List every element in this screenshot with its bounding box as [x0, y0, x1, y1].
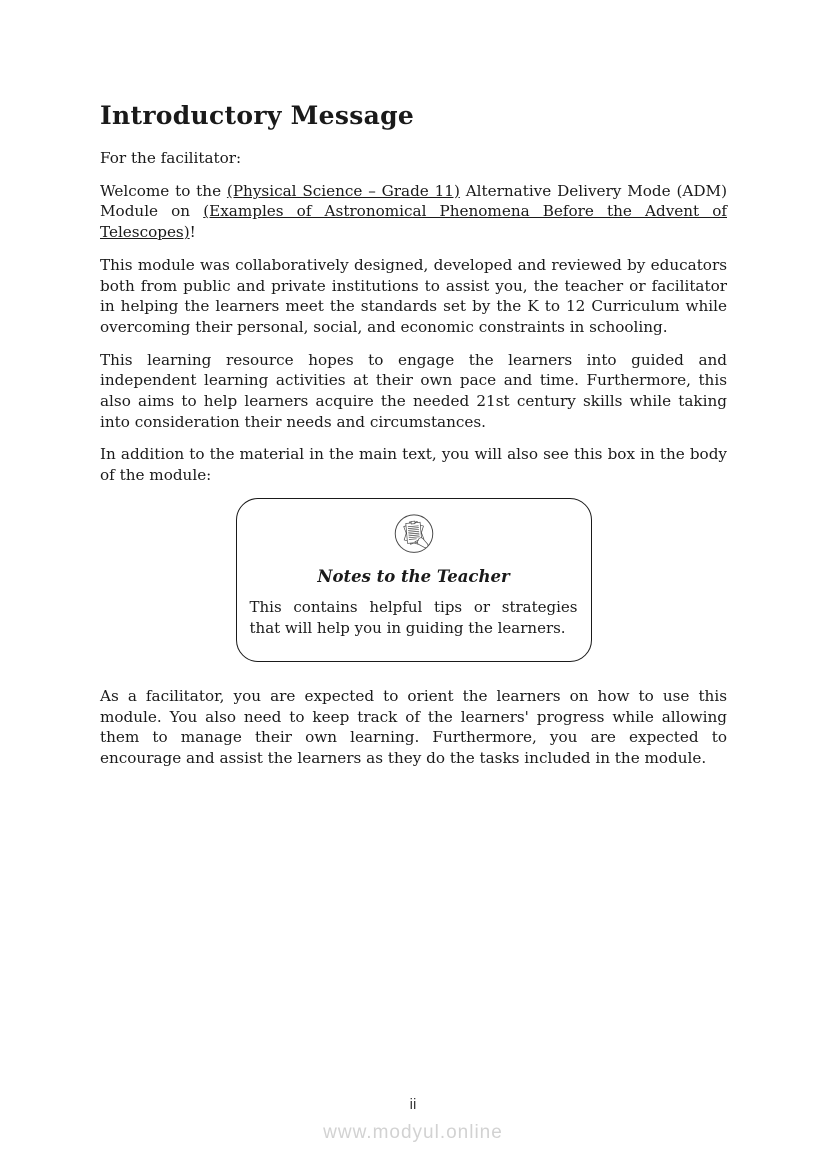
paragraph-facilitator-role: As a facilitator, you are expected to orient the learners on how to use this module. You also need to keep track of the learners' progress while allowing them to manage their own learning. Furthermore, you are expected to encourage and assist the learners as they do the tasks included in the module.	[100, 686, 727, 767]
notes-pages-hand-icon	[393, 513, 435, 555]
page-content	[100, 100, 727, 781]
paragraph-learning-resource: This learning resource hopes to engage the learners into guided and independent learning activities at their own pace and time. Furthermore, this also aims to help learners acquire the needed 21st century skills while taking into consideration their needs and circumstances.	[100, 350, 727, 431]
page-number: ii	[409, 1096, 417, 1113]
notes-box-body: This contains helpful tips or strategies that will help you in guiding the learners.	[249, 597, 578, 637]
welcome-seg1: Welcome to the	[100, 181, 227, 200]
watermark-text: www.modyul.online	[323, 1122, 503, 1143]
module-title-underlined: (Examples of Astronomical Phenomena Before the Advent of Telescopes)	[100, 202, 728, 242]
welcome-seg2: Alternative Delivery Mode (ADM) Module on	[100, 181, 728, 221]
salutation-text: For the facilitator:	[100, 149, 242, 167]
notes-icon-wrap	[250, 513, 578, 559]
notes-box-heading: Notes to the Teacher	[317, 566, 510, 586]
paragraph-module-design: This module was collaboratively designed, developed and reviewed by educators both from public and private institutions to assist you, the teacher or facilitator in helping the learners meet the standards set by the K to 12 Curriculum while overcoming their personal, social, and economic constraints in schooling.	[100, 255, 727, 336]
page-title: Introductory Message	[100, 101, 415, 130]
course-name-underlined: (Physical Science – Grade 11)	[226, 181, 460, 200]
notes-to-teacher-box	[236, 498, 592, 662]
paragraph-in-addition: In addition to the material in the main text, you will also see this box in the body of the module:	[100, 445, 727, 485]
welcome-seg3: !	[189, 223, 196, 242]
welcome-paragraph	[100, 181, 727, 243]
